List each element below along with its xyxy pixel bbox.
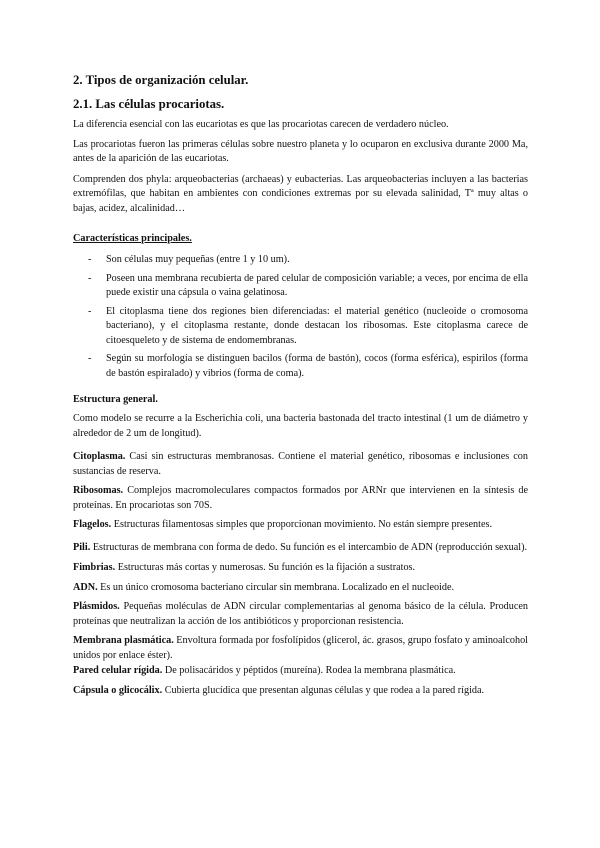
list-item-text: Según su morfología se distinguen bacilos (forma de bastón), cocos (forma esférica), espirilos (forma de bastón espiralado) y vibrios (forma de coma). — [106, 353, 528, 379]
definition-membrana-plasmatica — [73, 634, 528, 663]
dash-bullet: - — [88, 254, 92, 265]
definition-plasmidos — [73, 600, 528, 629]
dash-bullet: - — [88, 272, 92, 284]
list-item — [73, 352, 528, 381]
definition-text: Complejos macromoleculares compactos formados por ARNr que intervienen en la síntesis de proteínas. En procariotas son 70S. — [73, 485, 528, 511]
intro-paragraph-1: La diferencia esencial con las eucariotas es que las procariotas carecen de verdadero núcleo. — [73, 119, 449, 130]
definition-term: ADN. — [73, 581, 98, 593]
list-item — [73, 272, 528, 301]
definition-text: Cubierta glucídica que presentan algunas células y que rodea a la pared rígida. — [162, 684, 485, 696]
list-item-text: El citoplasma tiene dos regiones bien diferenciadas: el material genético (nucleoide o cromosoma bacteriano), y el citoplasma restante, donde destacan los ribosomas. Este citoplasma carece de citoesqueleto y de sistema de endomembranas. — [106, 305, 528, 346]
definition-pared-celular — [73, 664, 528, 679]
definition-text: Envoltura formada por fosfolípidos (glicerol, ác. grasos, grupo fosfato y aminoalcohol unidos por enlace éster). — [73, 635, 528, 661]
definition-term: Pili. — [73, 541, 91, 553]
definition-fimbrias — [73, 561, 528, 576]
definition-adn — [73, 581, 528, 596]
definition-capsula — [73, 684, 528, 699]
characteristics-heading: Características principales. — [73, 233, 192, 244]
definition-pili — [73, 541, 528, 556]
list-item — [73, 305, 528, 349]
definition-term: Citoplasma. — [73, 451, 126, 462]
definition-text: Pequeñas moléculas de ADN circular complementarias al genoma básico de la célula. Producen proteínas que neutralizan la acción de los antibióticos y proporcionan resistencia. — [73, 601, 528, 627]
definition-term: Membrana plasmática. — [73, 635, 174, 646]
definition-term: Cápsula o glicocálix. — [73, 684, 163, 696]
definition-text: De polisacáridos y péptidos (mureína). Rodea la membrana plasmática. — [162, 665, 456, 676]
list-item-text: Poseen una membrana recubierta de pared celular de composición variable; a veces, por encima de ella puede existir una cápsula o vaina gelatinosa. — [106, 272, 528, 298]
list-item — [73, 253, 528, 268]
structure-intro: Como modelo se recurre a la Escherichia coli, una bacteria bastonada del tracto intestinal (1 um de diámetro y alrededor de 2 um de longitud). — [73, 413, 528, 439]
definition-term: Flagelos. — [73, 519, 112, 530]
definition-flagelos — [73, 518, 528, 533]
definition-text: Es un único cromosoma bacteriano circular sin membrana. Localizado en el nucleoide. — [97, 581, 455, 593]
definition-citoplasma — [73, 450, 528, 479]
definition-ribosomas — [73, 484, 528, 513]
definition-text: Estructuras filamentosas simples que proporcionan movimiento. No están siempre presentes. — [111, 519, 493, 530]
definition-text: Estructuras más cortas y numerosas. Su función es la fijación a sustratos. — [115, 562, 416, 573]
structure-heading: Estructura general. — [73, 394, 158, 405]
dash-bullet: - — [88, 305, 92, 317]
definition-term: Plásmidos. — [73, 601, 120, 612]
dash-bullet: - — [88, 353, 92, 364]
list-item-text: Son células muy pequeñas (entre 1 y 10 um). — [106, 254, 290, 265]
definition-text: Estructuras de membrana con forma de dedo. Su función es el intercambio de ADN (reproducción sexual). — [90, 541, 528, 553]
definition-text: Casi sin estructuras membranosas. Contiene el material genético, ribosomas e inclusiones con sustancias de reserva. — [73, 451, 528, 477]
characteristics-list — [73, 253, 528, 381]
definition-term: Ribosomas. — [73, 485, 124, 496]
definition-term: Fimbrias. — [73, 562, 116, 573]
subsection-heading: 2.1. Las células procariotas. — [73, 97, 225, 111]
intro-paragraph-3: Comprenden dos phyla: arqueobacterias (archaeas) y eubacterias. Las arqueobacterias incluyen a las bacterias extremófilas, que habitan en ambientes con condiciones extremas por su elevada salinidad, Tª muy altas o bajas, acidez, alcalinidad… — [73, 173, 528, 214]
intro-paragraph-2: Las procariotas fueron las primeras células sobre nuestro planeta y lo ocuparon en exclusiva durante 2000 Ma, antes de la aparición de las eucariotas. — [73, 138, 528, 164]
section-heading: 2. Tipos de organización celular. — [73, 73, 249, 87]
document-page — [73, 70, 528, 698]
definition-term: Pared celular rígida. — [73, 665, 163, 676]
